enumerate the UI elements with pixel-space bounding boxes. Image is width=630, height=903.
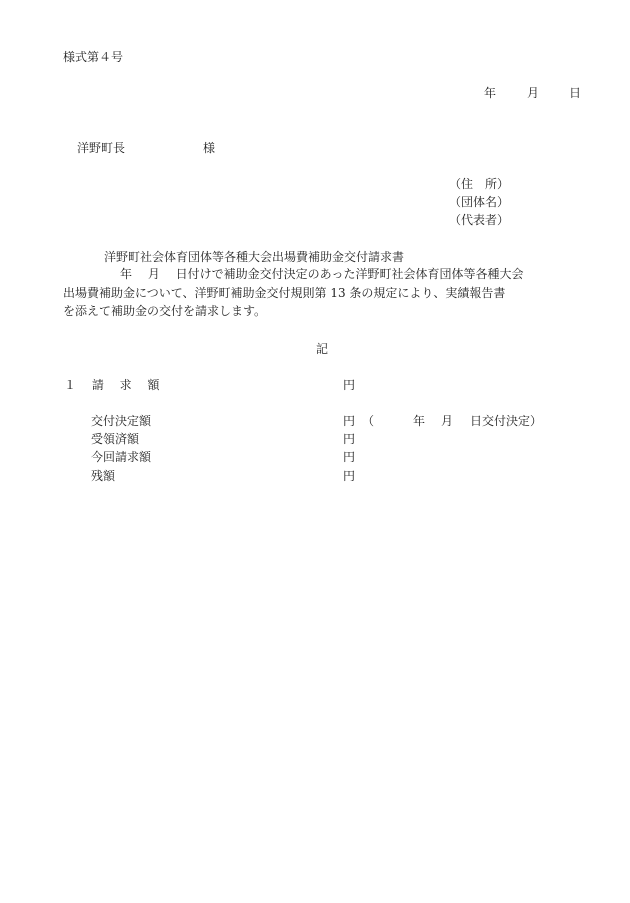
form-number: 様式第４号 <box>63 50 124 64</box>
addressee-name: 洋野町長 <box>77 141 126 155</box>
granted-date-year: 年 <box>413 414 426 428</box>
body-text-line-1: 年 月 日付けで補助金交付決定のあった洋野町社会体育団体等各種大会 <box>120 267 524 281</box>
granted-date-paren-open: （ <box>362 414 375 428</box>
received-amount-label: 受領済額 <box>91 432 140 446</box>
received-amount-yen: 円 <box>343 432 356 446</box>
remaining-amount-label: 残額 <box>91 469 116 483</box>
remaining-amount-yen: 円 <box>343 469 356 483</box>
granted-amount-yen: 円 <box>343 414 356 428</box>
current-claim-label: 今回請求額 <box>91 450 152 464</box>
document-title: 洋野町社会体育団体等各種大会出場費補助金交付請求書 <box>104 250 405 264</box>
addressee-honorific: 様 <box>203 141 216 155</box>
claim-amount-label: １ 請 求 額 <box>64 378 160 392</box>
applicant-organization-label: （団体名） <box>449 195 510 209</box>
granted-date-suffix: 日交付決定） <box>470 414 543 428</box>
body-text-line-2: 出場費補助金について、洋野町補助金交付規則第 13 条の規定により、実績報告書 <box>63 286 506 300</box>
granted-amount-label: 交付決定額 <box>91 414 152 428</box>
applicant-address-label: （住 所） <box>449 177 510 191</box>
granted-date-month: 月 <box>441 414 454 428</box>
applicant-representative-label: （代表者） <box>449 213 510 227</box>
date-day-label: 日 <box>569 86 582 100</box>
date-month-label: 月 <box>527 86 540 100</box>
claim-amount-yen: 円 <box>343 378 356 392</box>
body-text-line-3: を添えて補助金の交付を請求します。 <box>63 304 267 318</box>
ki-heading: 記 <box>316 342 329 356</box>
current-claim-yen: 円 <box>343 450 356 464</box>
date-year-label: 年 <box>484 86 497 100</box>
